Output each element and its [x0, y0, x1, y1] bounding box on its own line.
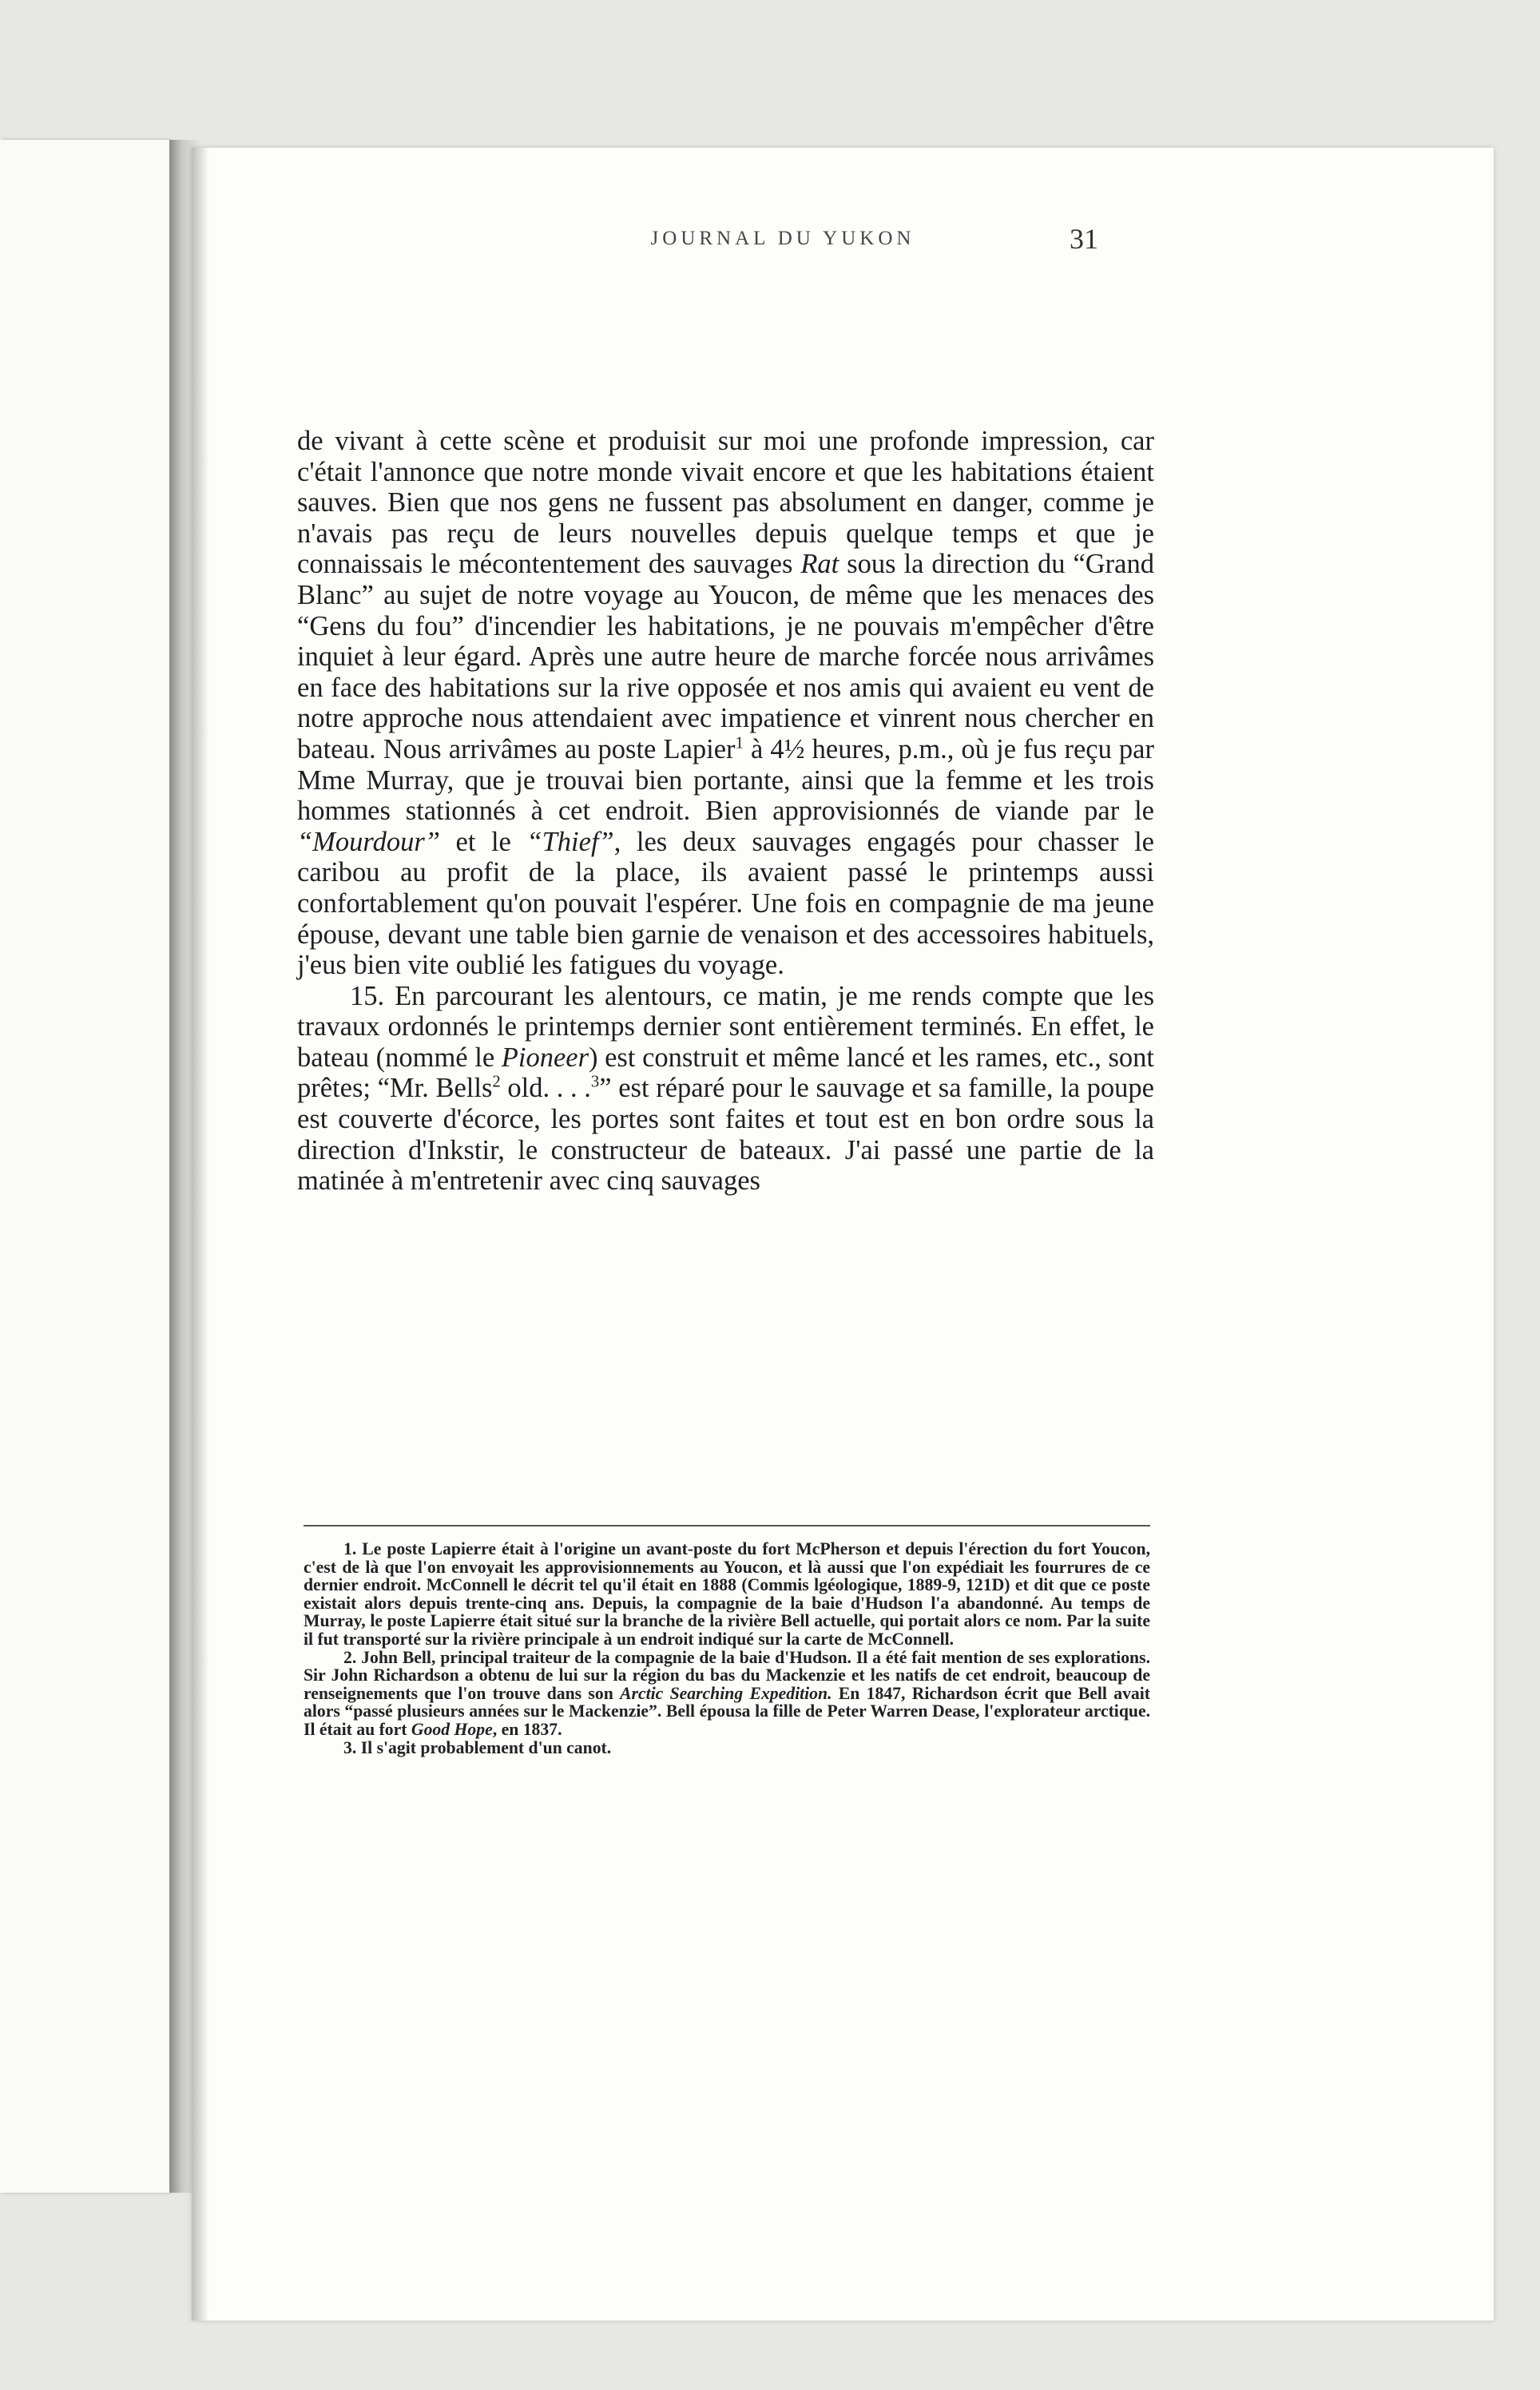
- text-run: à 4½ heures, p.m., où je fus reçu par Mme Murray, que je trouvai bien portante, ainsi que la femme et les trois hommes stationnés à cet endroit. Bien approvisionnés de viande par le: [297, 733, 1154, 827]
- text-run-italic: Arctic Searching Expedition.: [620, 1683, 832, 1703]
- text-run-italic: Pioneer: [501, 1042, 589, 1073]
- footnote-ref-1: 1: [735, 734, 744, 752]
- page-number: 31: [1070, 223, 1098, 255]
- paragraph-2: [297, 981, 1154, 1197]
- text-run: En 1847, Richardson écrit que Bell avait alors “passé plusieurs années sur le Mackenzie”. Bell épousa la fille de Peter Warren Dease, l'explorateur arctique. Il était au fort: [304, 1683, 1151, 1739]
- text-run: de vivant à cette scène et produisit sur moi une profonde impression, car c'était l'annonce que notre monde vivait encore et que les habitations étaient sauves. Bien que nos gens ne fussent pas absolument en danger, comme je n'avais pas reçu de leurs nouvelles depuis quelque temps et que je connaissais le mécontentement des sauvages: [297, 426, 1154, 580]
- text-run: et le: [439, 826, 527, 857]
- body-text: [297, 426, 1154, 1197]
- footnote-3: 3. Il s'agit probablement d'un canot.: [343, 1737, 612, 1757]
- text-run: 2. John Bell, principal traiteur de la compagnie de la baie d'Hudson. Il a été fait mention de ses explorations. Sir John Richardson a obtenu de lui sur la région du bas du Mackenzie et les natifs de cet endroit, beaucoup de renseignements que l'on trouve dans son: [304, 1647, 1150, 1703]
- text-run: ) est construit et même lancé et les rames, etc., sont prêtes; “Mr. Bells: [297, 1042, 1154, 1104]
- facing-page-edge: [0, 140, 169, 2193]
- footnote-ref-3: 3: [590, 1073, 600, 1091]
- paragraph-1: [297, 426, 1154, 981]
- footnote-ref-2: 2: [492, 1073, 501, 1091]
- text-run-italic: Good Hope: [411, 1719, 493, 1739]
- text-run: , en 1837.: [492, 1719, 562, 1739]
- text-run: ” est réparé pour le sauvage et sa famille, la poupe est couverte d'écorce, les portes sont faites et tout est en bon ordre sous la direction d'Inkstir, le constructeur de bateaux. J'ai passé une partie de la matinée à m'entretenir avec cinq sauvages: [297, 1073, 1154, 1197]
- text-run-italic: “Thief”: [526, 826, 614, 857]
- running-head: JOURNAL DU YUKON: [650, 228, 915, 249]
- footnotes: [304, 1540, 1150, 1757]
- footnote-rule: [304, 1525, 1150, 1527]
- gutter-shade: [192, 148, 209, 2321]
- text-run: 15. En parcourant les alentours, ce matin, je me rends compte que les travaux ordonnés le printemps dernier sont entièrement terminés. En effet, le bateau (nommé le: [297, 980, 1154, 1073]
- text-run-italic: Rat: [800, 549, 839, 580]
- text-run: old. . . .: [500, 1073, 591, 1104]
- footnote-2: [304, 1649, 1150, 1739]
- text-run: sous la direction du “Grand Blanc” au sujet de notre voyage au Youcon, de même que les menaces des “Gens du fou” d'incendier les habitations, je ne pouvais m'empêcher d'être inquiet à leur égard. Après une autre heure de marche forcée nous arrivâmes en face des habitations sur la rive opposée et nos amis qui avaient eu vent de notre approche nous attendaient avec impatience et vinrent nous chercher en bateau. Nous arrivâmes au poste Lapier: [297, 549, 1154, 764]
- text-run-italic: “Mourdour”: [297, 826, 440, 857]
- footnote-1: 1. Le poste Lapierre était à l'origine un avant-poste du fort McPherson et depuis l'érection du fort Youcon, c'est de là que l'on envoyait les approvisionnements au Youcon, et là aussi que l'on expédiait les fourrures de ce dernier endroit. McConnell le décrit tel qu'il était en 1888 (Commis lgéologique, 1889-9, 121D) et dit que ce poste existait alors depuis trente-cinq ans. Depuis, la compagnie de la baie d'Hudson l'a abandonné. Au temps de Murray, le poste Lapierre était situé sur la branche de la rivière Bell actuelle, qui portait alors ce nom. Par la suite il fut transporté sur la rivière principale à un endroit indiqué sur la carte de McConnell.: [304, 1539, 1150, 1649]
- text-run: , les deux sauvages engagés pour chasser le caribou au profit de la place, ils avaient passé le printemps aussi confortablement qu'on pouvait l'espérer. Une fois en compagnie de ma jeune épouse, devant une table bien garnie de venaison et des accessoires habituels, j'eus bien vite oublié les fatigues du voyage.: [297, 826, 1154, 981]
